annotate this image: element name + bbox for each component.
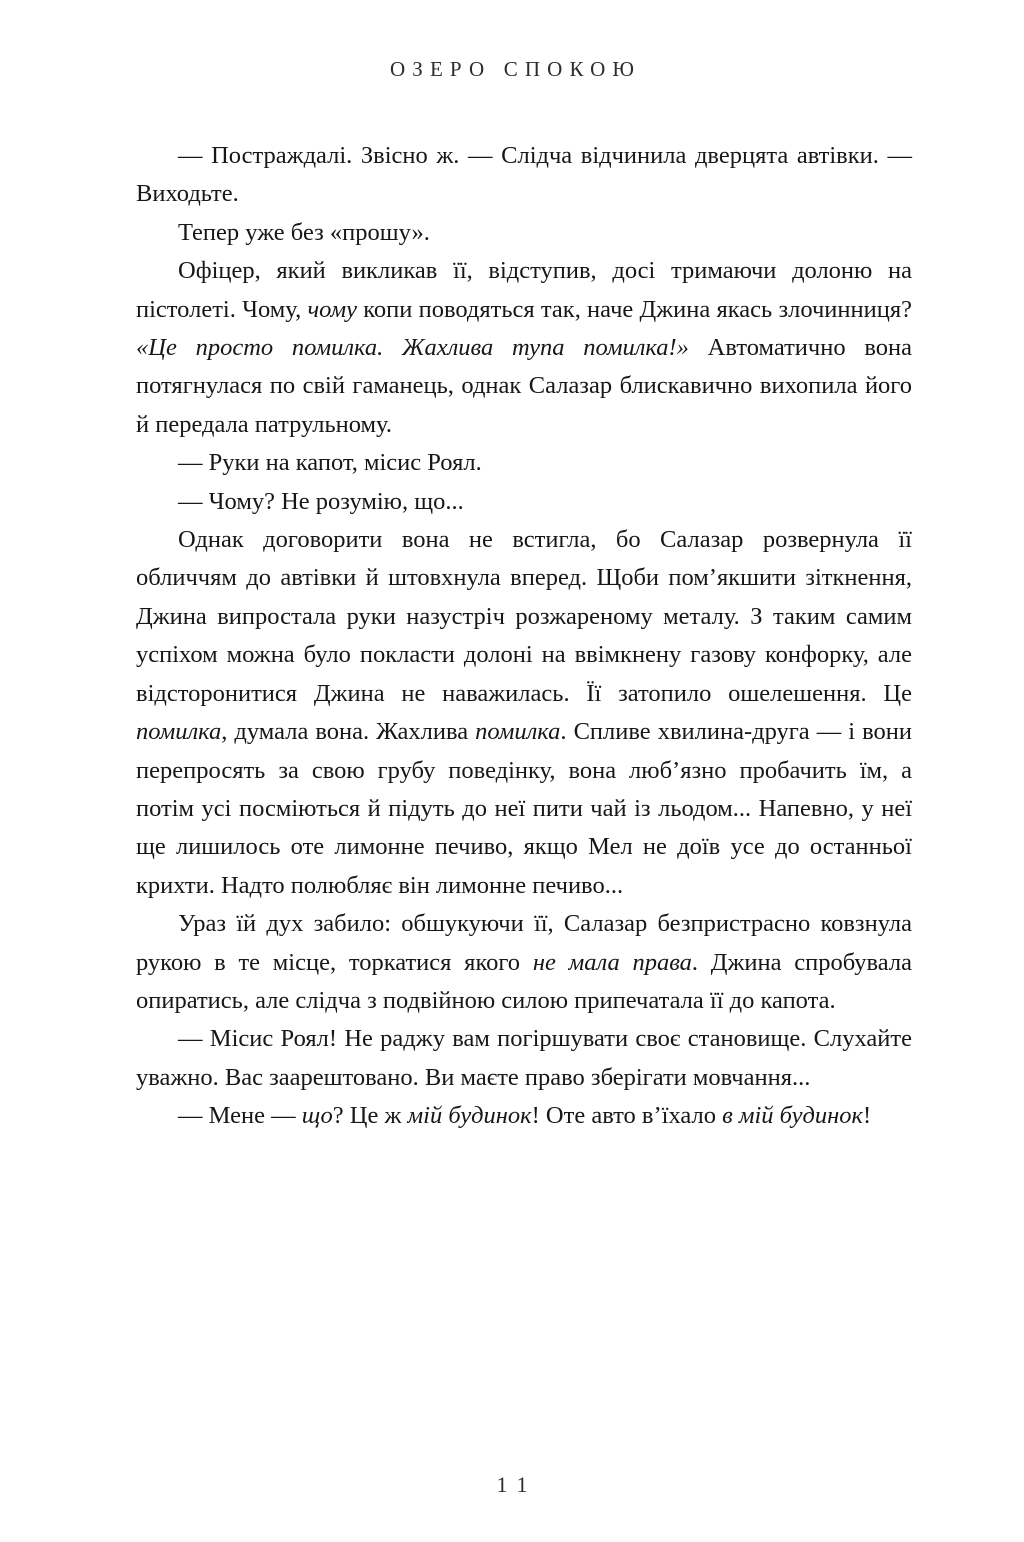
italic-text-run: не мала права bbox=[532, 948, 692, 976]
italic-text-run: «Це просто помилка. Жахлива тупа помилка!» bbox=[136, 334, 689, 362]
italic-text-run: чому bbox=[307, 295, 357, 323]
text-run: ! bbox=[862, 1102, 872, 1130]
text-run: . Джина спробувала опиратись, але слідча з подвійною силою припечатала її до капота. bbox=[136, 948, 912, 1014]
italic-text-run: помилка bbox=[475, 718, 561, 746]
text-run: — Чому? Не розумію, що... bbox=[178, 487, 464, 515]
page-body bbox=[136, 137, 912, 1136]
text-run: Однак договорити вона не встигла, бо Салазар розвернула її обличчям до автівки й штовхнула вперед. Щоби пом’якшити зіткнення, Джина випростала руки назустріч розжареному металу. З таким самим успіхом можна було покласти долоні на ввімкнену газову конфорку, але відсторонитися Джина не наважилась. Її затопило ошелешення. Це bbox=[136, 526, 912, 707]
italic-text-run: в мій будинок bbox=[722, 1102, 863, 1130]
running-header: ОЗЕРО СПОКОЮ bbox=[390, 57, 642, 81]
paragraph bbox=[136, 1097, 912, 1135]
paragraph bbox=[136, 1020, 912, 1097]
paragraph bbox=[136, 252, 912, 444]
text-run: — Постраждалі. Звісно ж. — Слідча відчинила дверцята автівки. — Виходьте. bbox=[136, 142, 912, 208]
text-run: копи поводяться так, наче Джина якась злочинниця? bbox=[356, 295, 912, 323]
text-run: . Спливе хвилина-друга — і вони перепросять за свою грубу поведінку, вона люб’язно пробачить їм, а потім усі посміються й підуть до неї пити чай із льодом... Напевно, у неї ще лишилось оте лимонне печиво, якщо Мел не доїв усе до останньої крихти. Надто полюбляє він лимонне печиво... bbox=[136, 718, 912, 899]
paragraph bbox=[136, 483, 912, 521]
paragraph bbox=[136, 137, 912, 214]
text-run: ! Оте авто в’їхало bbox=[531, 1102, 723, 1130]
text-run: — Місис Роял! Не раджу вам погіршувати своє становище. Слухайте уважно. Вас заарештовано. Ви маєте право зберігати мовчання... bbox=[136, 1025, 912, 1091]
text-run: Офіцер, який викликав її, відступив, досі тримаючи долоню на пістолеті. Чому, bbox=[136, 257, 912, 323]
text-run: Ураз їй дух забило: обшукуючи її, Салазар безпристрасно ковзнула рукою в те місце, торкатися якого bbox=[136, 910, 912, 976]
text-run: ? Це ж bbox=[332, 1102, 408, 1130]
italic-text-run: що bbox=[301, 1102, 333, 1130]
paragraph bbox=[136, 444, 912, 482]
paragraph bbox=[136, 214, 912, 252]
paragraph bbox=[136, 521, 912, 905]
text-run: — Мене — bbox=[178, 1102, 302, 1130]
paragraph bbox=[136, 905, 912, 1020]
italic-text-run: мій будинок bbox=[407, 1102, 532, 1130]
text-run: — Руки на капот, місис Роял. bbox=[178, 449, 482, 477]
page-number: 11 bbox=[496, 1472, 538, 1497]
text-run: Автоматично вона потягнулася по свій гаманець, однак Салазар блискавично вихопила його й передала патрульному. bbox=[136, 334, 912, 438]
text-run: , думала вона. Жахлива bbox=[221, 718, 476, 746]
italic-text-run: помилка bbox=[136, 718, 222, 746]
text-run: Тепер уже без «прошу». bbox=[178, 218, 430, 246]
